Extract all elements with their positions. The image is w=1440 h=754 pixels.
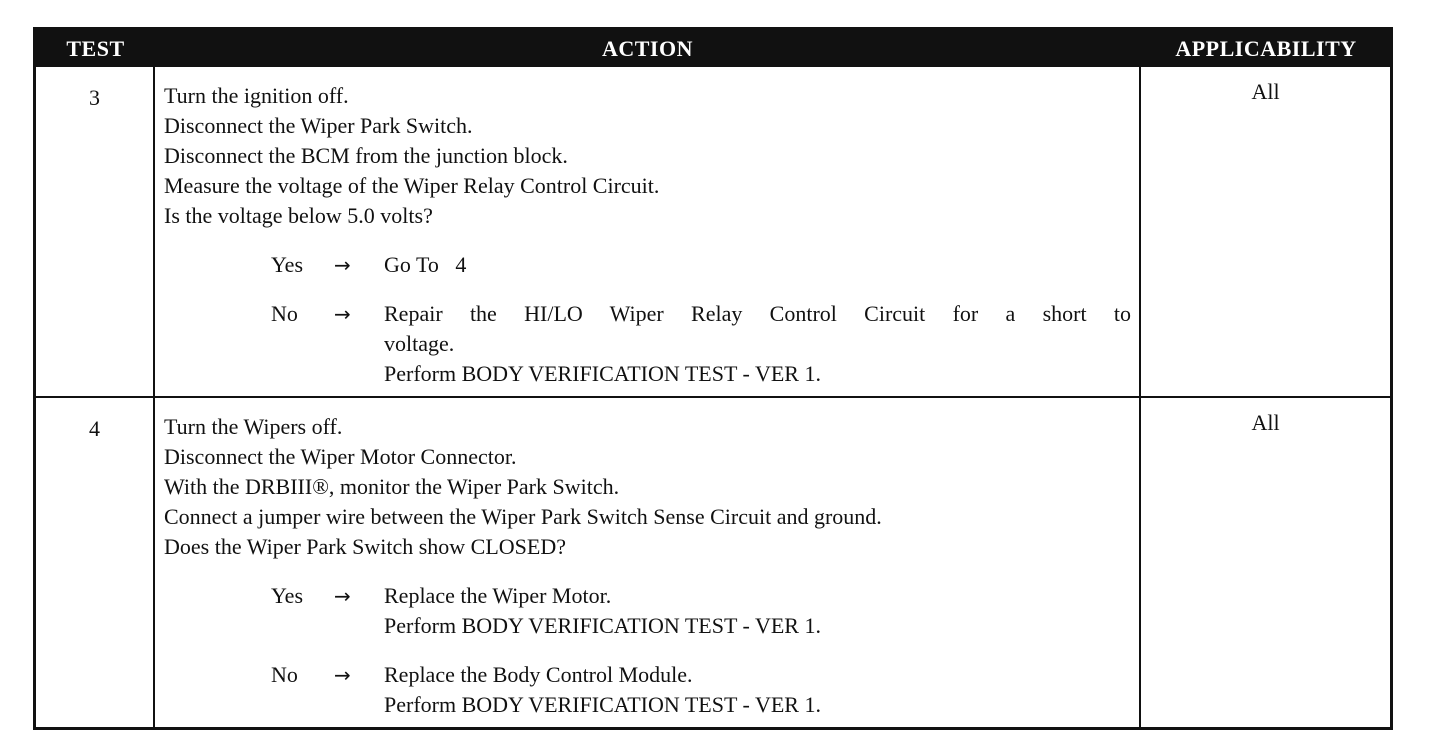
action-step: Measure the voltage of the Wiper Relay Control Circuit. xyxy=(164,173,660,198)
branch-no xyxy=(164,299,1131,389)
branch-list xyxy=(164,250,1131,389)
action-cell xyxy=(155,398,1141,730)
branch-result-line: Go To 4 xyxy=(384,252,467,277)
right-arrow-icon: → xyxy=(334,663,351,687)
branch-label: Yes xyxy=(271,252,304,277)
branch-result xyxy=(384,299,1131,389)
branch-result-line: voltage. xyxy=(384,331,455,356)
branch-result xyxy=(384,660,1131,720)
branch-result-line: Replace the Wiper Motor. xyxy=(384,583,612,608)
action-step: Disconnect the Wiper Motor Connector. xyxy=(164,444,517,469)
branch-label: Yes xyxy=(271,583,304,608)
branch-yes xyxy=(164,250,1131,280)
branch-yes xyxy=(164,581,1131,641)
right-arrow-icon: → xyxy=(334,302,351,326)
action-question: Is the voltage below 5.0 volts? xyxy=(164,203,433,228)
action-step: Turn the ignition off. xyxy=(164,83,349,108)
branch-result-line: Perform BODY VERIFICATION TEST - VER 1. xyxy=(384,692,821,717)
branch-label: No xyxy=(271,301,298,326)
applicability-cell: All xyxy=(1251,410,1280,435)
branch-no xyxy=(164,660,1131,720)
action-step: With the DRBIII®, monitor the Wiper Park Switch. xyxy=(164,474,620,499)
action-step: Turn the Wipers off. xyxy=(164,414,343,439)
applicability-cell: All xyxy=(1251,79,1280,104)
branch-label: No xyxy=(271,662,298,687)
table-row-test-4 xyxy=(36,398,1390,730)
action-question: Does the Wiper Park Switch show CLOSED? xyxy=(164,534,566,559)
branch-result xyxy=(384,250,1131,280)
action-step: Connect a jumper wire between the Wiper Park Switch Sense Circuit and ground. xyxy=(164,504,882,529)
table-row-test-3 xyxy=(36,67,1390,398)
header-test: TEST xyxy=(66,36,125,61)
action-cell xyxy=(155,67,1141,396)
branch-result xyxy=(384,581,1131,641)
header-action: ACTION xyxy=(601,36,693,61)
branch-result-line: Replace the Body Control Module. xyxy=(384,662,693,687)
action-step: Disconnect the BCM from the junction block. xyxy=(164,143,568,168)
right-arrow-icon: → xyxy=(334,584,351,608)
right-arrow-icon: → xyxy=(334,253,351,277)
table-header xyxy=(36,30,1390,67)
branch-result-line: Perform BODY VERIFICATION TEST - VER 1. xyxy=(384,613,821,638)
test-number: 4 xyxy=(36,398,155,730)
branch-result-line: Repair the HI/LO Wiper Relay Control Circuit for a short to xyxy=(384,301,1131,326)
diagnostic-test-table xyxy=(33,27,1393,730)
header-applicability: APPLICABILITY xyxy=(1175,36,1357,61)
branch-list xyxy=(164,581,1131,720)
test-number: 3 xyxy=(36,67,155,396)
branch-result-line: Perform BODY VERIFICATION TEST - VER 1. xyxy=(384,361,821,386)
action-step: Disconnect the Wiper Park Switch. xyxy=(164,113,473,138)
